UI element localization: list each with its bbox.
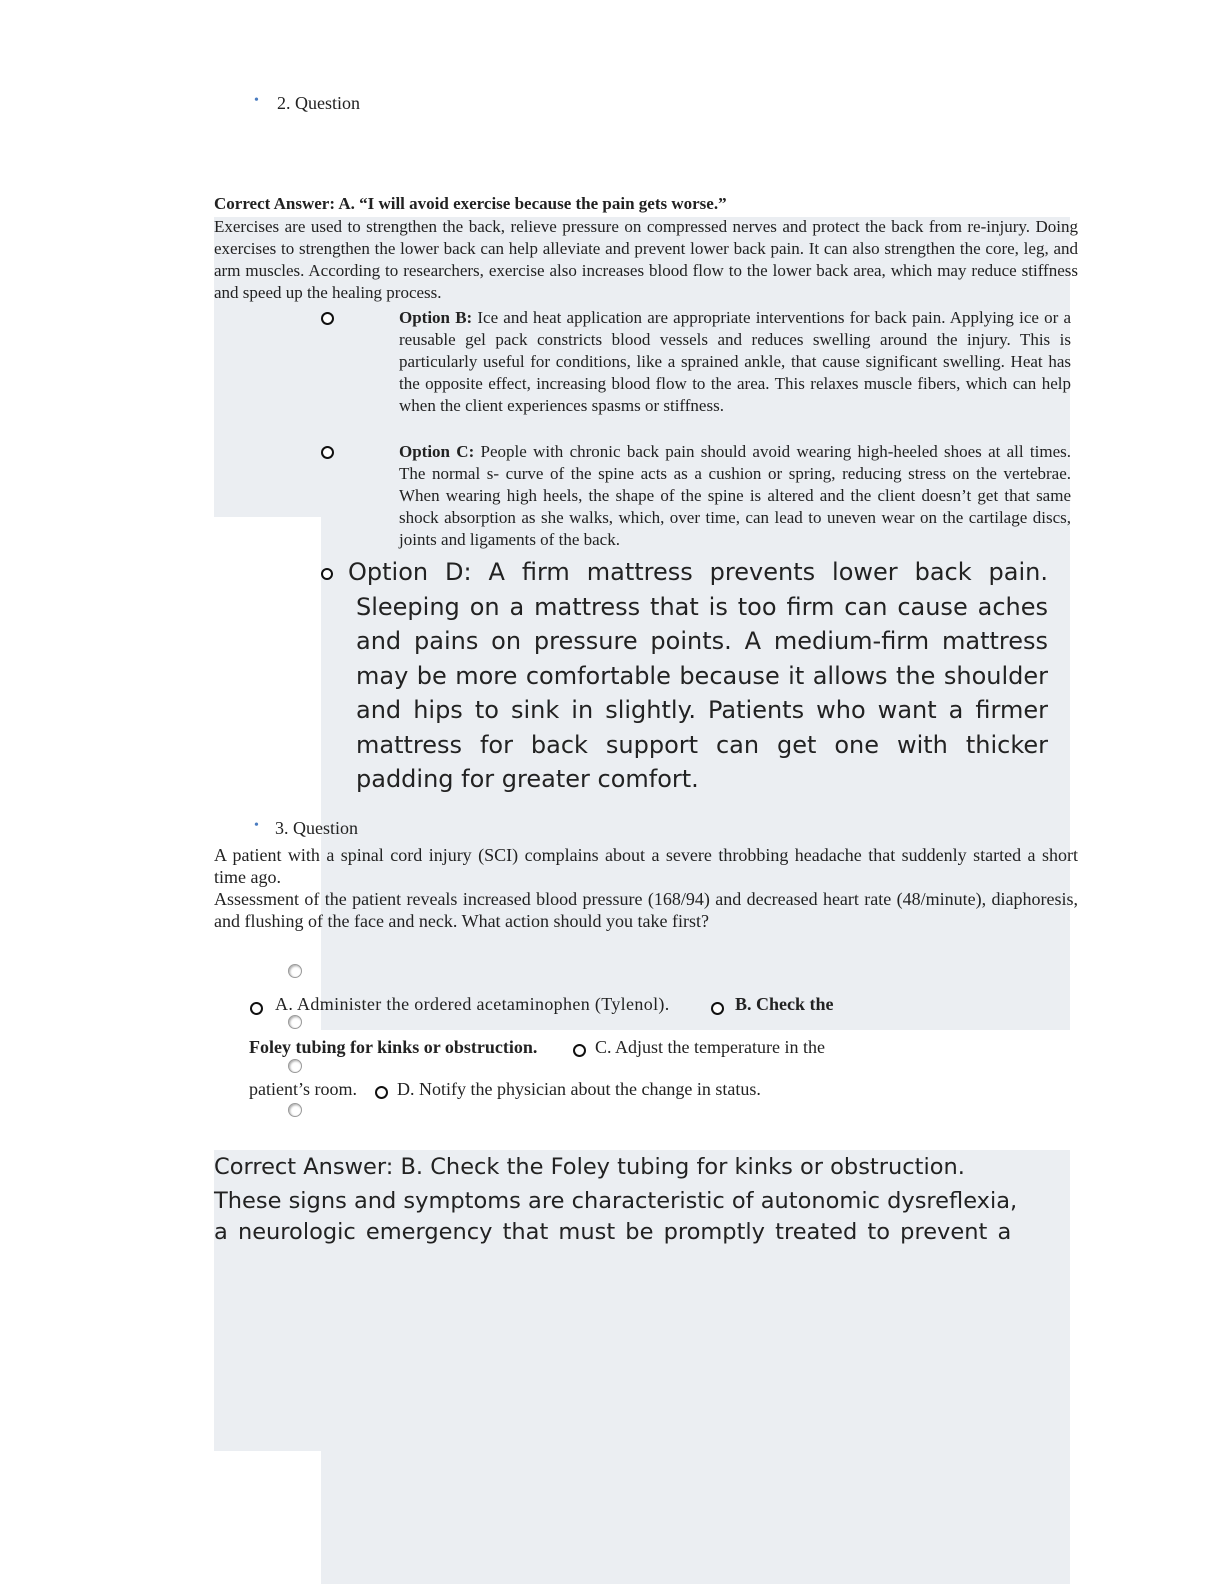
q3-correct-answer: Correct Answer: B. Check the Foley tubing for kinks or obstruction. [214,1154,965,1180]
option-text: Ice and heat application are appropriate interventions for back pain. Applying ice or a reusable gel pack constricts blood vessels and reduces swelling around the injury. This is particularly useful for conditions, like a sprained ankle, that cause significant swelling. Heat has the opposite effect, increasing blood flow to the area. This relaxes muscle fibers, which can help when the client experiences spasms or stiffness. [399,308,1071,415]
option-text: People with chronic back pain should avoid wearing high-heeled shoes at all times. The normal s- curve of the spine acts as a cushion or spring, reducing stress on the vertebrae. When wearing high heels, the shape of the spine is altered and the client doesn’t get that same shock absorption as she walks, which, over time, can lead to uneven wear on the cartilage discs, joints and ligaments of the back. [399,442,1071,549]
q2-explanation: Exercises are used to strengthen the back, relieve pressure on compressed nerves and protect the back from re-injury. Doing exercises to strengthen the lower back can help alleviate and prevent lower back pain. It can also strengthen the core, leg, and arm muscles. According to researchers, exercise also increases blood flow to the lower back area, which may reduce stiffness and speed up the healing process. [214,217,1078,302]
bullet-icon: • [254,818,259,833]
q3-option-c-part1: C. Adjust the temperature in the [595,1037,825,1057]
option-label: Option D: [348,558,472,586]
radio-button[interactable] [288,1103,302,1117]
list-marker-icon [375,1086,388,1099]
q3-option-a: A. Administer the ordered acetaminophen (Tylenol). [275,994,670,1014]
q3-option-b-part2: Foley tubing for kinks or obstruction. [249,1037,538,1057]
q2-option-d [348,555,1048,797]
list-marker-icon [711,1002,724,1015]
bullet-icon: • [254,93,259,108]
question-3-heading: 3. Question [275,818,358,838]
q2-option-c [399,441,1071,551]
q3-stem-1: A patient with a spinal cord injury (SCI) complains about a severe throbbing headache that suddenly started a short time ago. [214,845,1078,887]
radio-button[interactable] [288,1059,302,1073]
q3-explanation-line-2: a neurologic emergency that must be promptly treated to prevent a [214,1219,1012,1245]
q3-option-c-part2: patient’s room. [249,1079,357,1099]
radio-button[interactable] [288,964,302,978]
q3-option-b-part1: B. Check the [735,994,834,1014]
list-marker-icon [321,568,333,580]
q3-stem-2: Assessment of the patient reveals increased blood pressure (168/94) and decreased heart rate (48/minute), diaphoresis, and flushing of the face and neck. What action should you take first? [214,889,1078,931]
q2-option-b [399,307,1071,417]
question-2-heading: 2. Question [277,93,360,113]
radio-button[interactable] [288,1015,302,1029]
list-marker-icon [321,446,334,459]
option-label: Option C: [399,442,475,461]
highlight-block-4 [321,1451,1070,1584]
list-marker-icon [573,1044,586,1057]
list-marker-icon [321,312,334,325]
q3-option-d: D. Notify the physician about the change in status. [397,1079,761,1099]
option-text: A firm mattress prevents lower back pain. Sleeping on a mattress that is too firm can cause aches and pains on pressure points. A medium-firm mattress may be more comfortable because it allows the shoulder and hips to sink in slightly. Patients who want a firmer mattress for back support can get one with thicker padding for greater comfort. [356,558,1048,793]
list-marker-icon [250,1002,263,1015]
q3-explanation-line-1: These signs and symptoms are characteristic of autonomic dysreflexia, [214,1188,1018,1214]
q2-correct-answer: Correct Answer: A. “I will avoid exercise because the pain gets worse.” [214,194,727,213]
option-label: Option B: [399,308,473,327]
